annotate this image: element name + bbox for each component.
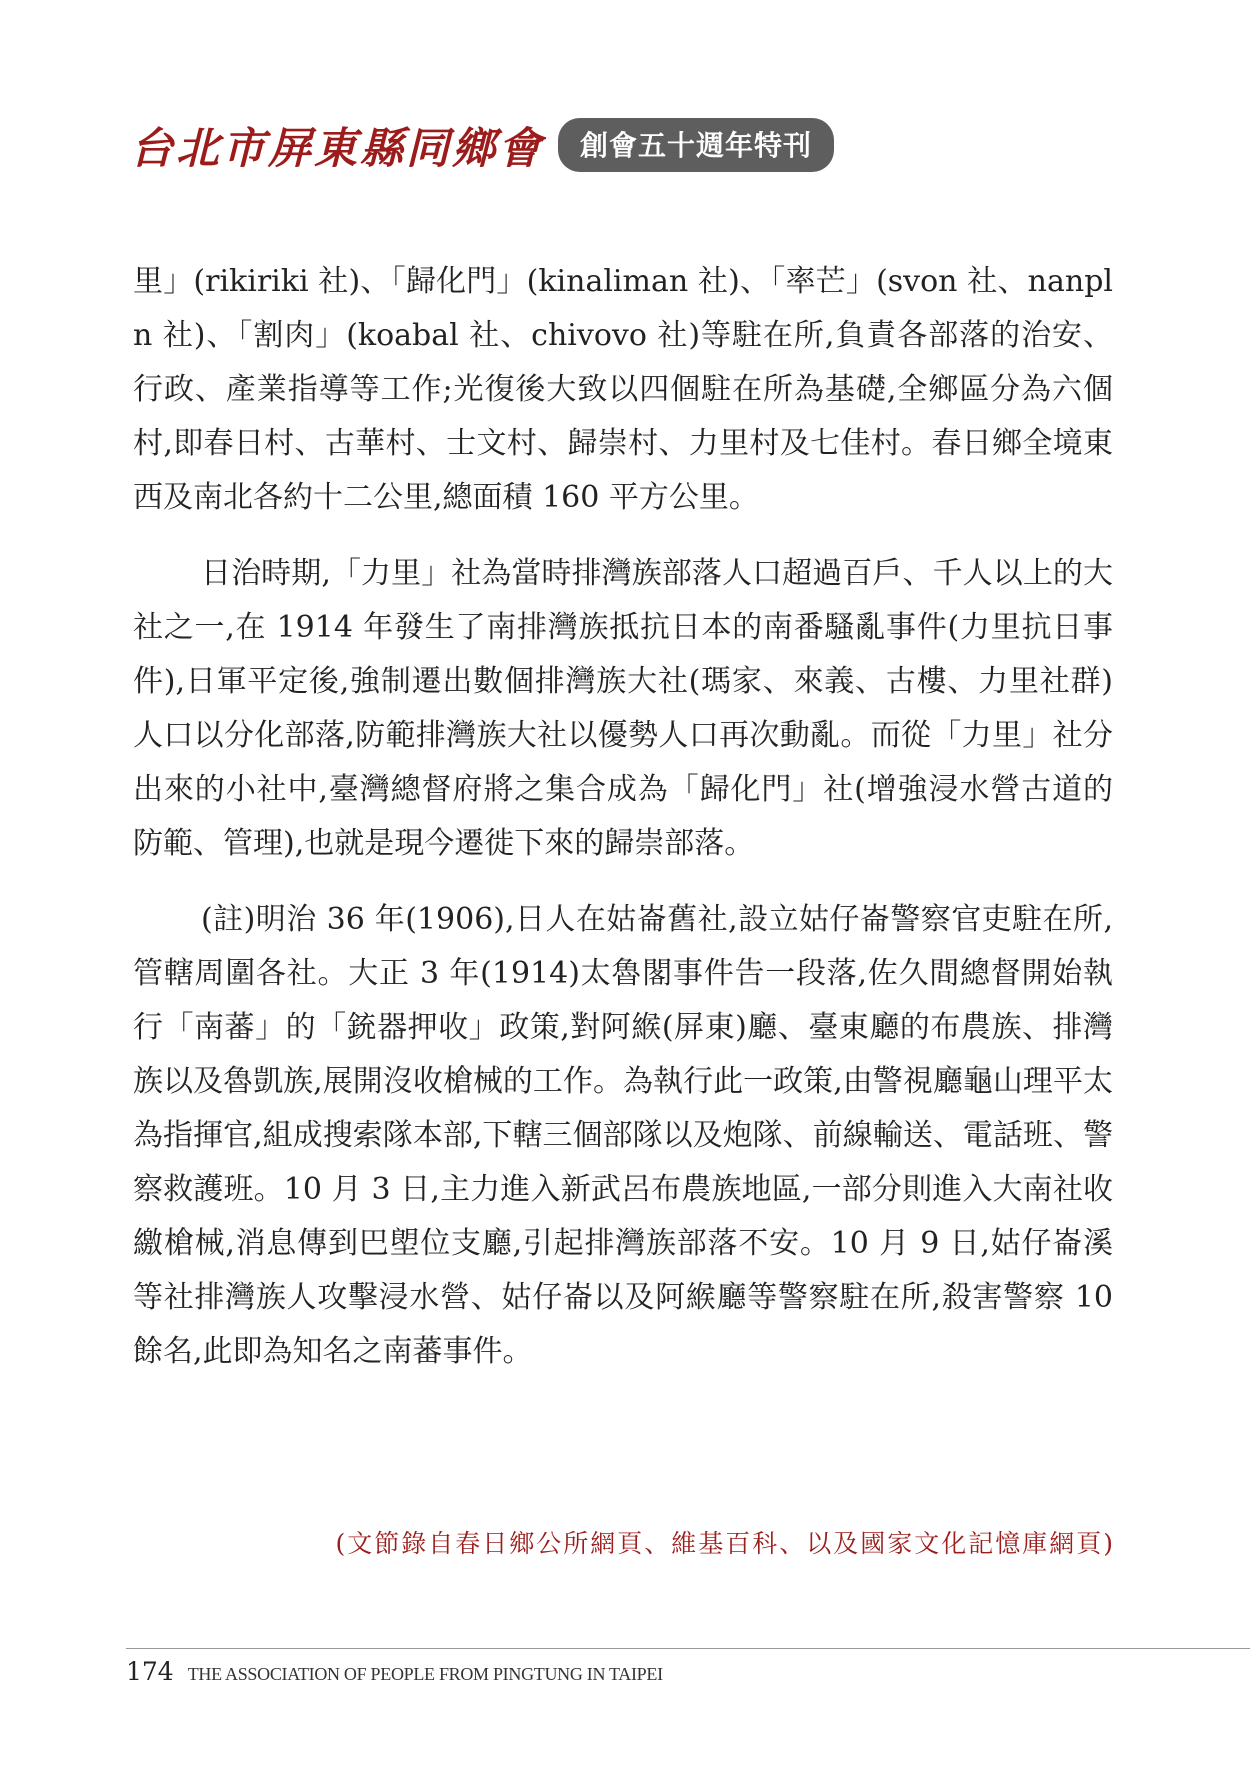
page-number: 174 [126,1657,174,1686]
article-body [133,255,1113,1379]
footer-divider [126,1648,1250,1649]
page-footer [126,1657,663,1686]
paragraph-2: 日治時期,「力里」社為當時排灣族部落人口超過百戶、千人以上的大社之一,在 1914 年發生了南排灣族抵抗日本的南番騷亂事件(力里抗日事件),日軍平定後,強制遷出數個排灣族大社(瑪家、來義、古樓、力里社群)人口以分化部落,防範排灣族大社以優勢人口再次動亂。而從「力里」社分出來的小社中,臺灣總督府將之集合成為「歸化門」社(增強浸水營古道的防範、管理),也就是現今遷徙下來的歸崇部落。 [133,556,1113,861]
issue-badge: 創會五十週年特刊 [558,118,834,172]
page-header [130,112,834,178]
paragraph-1: 里」(rikiriki 社)、「歸化門」(kinaliman 社)、「率芒」(svon 社、nanpln 社)、「割肉」(koabal 社、chivovo 社)等駐在所,負責各部落的治安、行政、產業指導等工作;光復後大致以四個駐在所為基礎,全鄉區分為六個村,即春日村、古華村、士文村、歸崇村、力里村及七佳村。春日鄉全境東西及南北各約十二公里,總面積 160 平方公里。 [133,264,1113,515]
publication-name: THE ASSOCIATION OF PEOPLE FROM PINGTUNG IN TAIPEI [187,1664,663,1684]
source-note: (文節錄自春日鄉公所網頁、維基百科、以及國家文化記憶庫網頁) [335,1529,1115,1558]
paragraph-3: (註)明治 36 年(1906),日人在姑崙舊社,設立姑仔崙警察官吏駐在所,管轄周圍各社。大正 3 年(1914)太魯閣事件告一段落,佐久間總督開始執行「南蕃」的「銃器押收」政策,對阿緱(屏東)廳、臺東廳的布農族、排灣族以及魯凱族,展開沒收槍械的工作。為執行此一政策,由警視廳龜山理平太為指揮官,組成搜索隊本部,下轄三個部隊以及炮隊、前線輸送、電話班、警察救護班。10 月 3 日,主力進入新武呂布農族地區,一部分則進入大南社收繳槍械,消息傳到巴塱位支廳,引起排灣族部落不安。10 月 9 日,姑仔崙溪等社排灣族人攻擊浸水營、姑仔崙以及阿緱廳等警察駐在所,殺害警察 10 餘名,此即為知名之南蕃事件。 [133,902,1113,1369]
org-title: 台北市屏東縣同鄉會 [130,123,544,174]
